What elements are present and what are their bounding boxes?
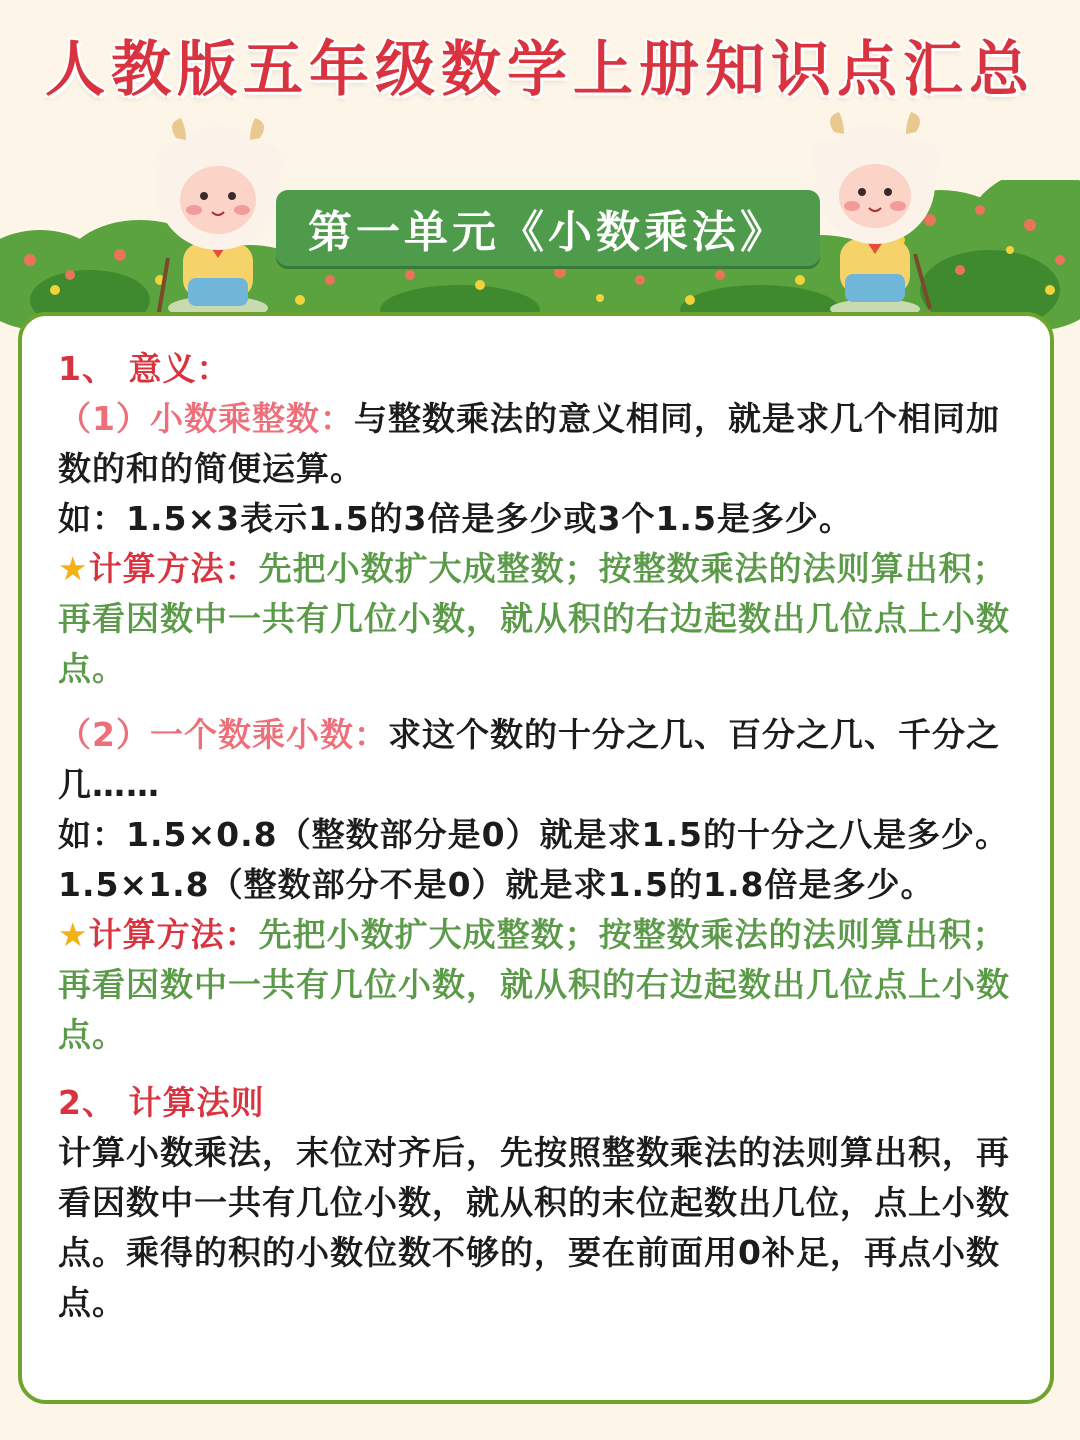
star-icon: ★ <box>58 549 89 588</box>
unit-banner: 第一单元《小数乘法》 <box>276 190 820 266</box>
page-title: 人教版五年级数学上册知识点汇总 <box>45 35 1035 105</box>
section-1-1-method <box>58 544 1016 694</box>
section-1-2-text: 求这个数的十分之几、百分之几、千分之几…… <box>58 715 1000 804</box>
method-text: 先把小数扩大成整数；按整数乘法的法则算出积；再看因数中一共有几位小数，就从积的右边起数出几位点上小数点。 <box>58 549 1010 688</box>
section-2-text: 计算小数乘法，末位对齐后，先按照整数乘法的法则算出积，再看因数中一共有几位小数，就从积的末位起数出几位，点上小数点。乘得的积的小数位数不够的，要在前面用0补足，再点小数点。 <box>58 1133 1010 1322</box>
method-text: 先把小数扩大成整数；按整数乘法的法则算出积；再看因数中一共有几位小数，就从积的右边起数出几位点上小数点。 <box>58 915 1010 1054</box>
section-1-2-example-1: 如：1.5×0.8（整数部分是0）就是求1.5的十分之八是多少。 <box>58 815 1009 854</box>
section-1-1-text: 与整数乘法的意义相同，就是求几个相同加数的和的简便运算。 <box>58 399 1000 488</box>
section-1-1-example: 如：1.5×3表示1.5的3倍是多少或3个1.5是多少。 <box>58 499 853 538</box>
star-icon: ★ <box>58 915 89 954</box>
section-1-2-example-2: 1.5×1.8（整数部分不是0）就是求1.5的1.8倍是多少。 <box>58 865 935 904</box>
section-1-heading: 1、 意义： <box>58 349 231 388</box>
section-1-2-label: （2）一个数乘小数： <box>58 715 388 754</box>
section-1-2-method <box>58 910 1016 1060</box>
method-label: 计算方法： <box>88 915 259 954</box>
method-label: 计算方法： <box>88 549 259 588</box>
section-1-1-label: （1）小数乘整数： <box>58 399 354 438</box>
content-card <box>18 312 1054 1404</box>
section-1-1-paragraph <box>58 394 1016 494</box>
section-2-heading: 2、 计算法则 <box>58 1083 265 1122</box>
section-1-2-paragraph <box>58 710 1016 810</box>
